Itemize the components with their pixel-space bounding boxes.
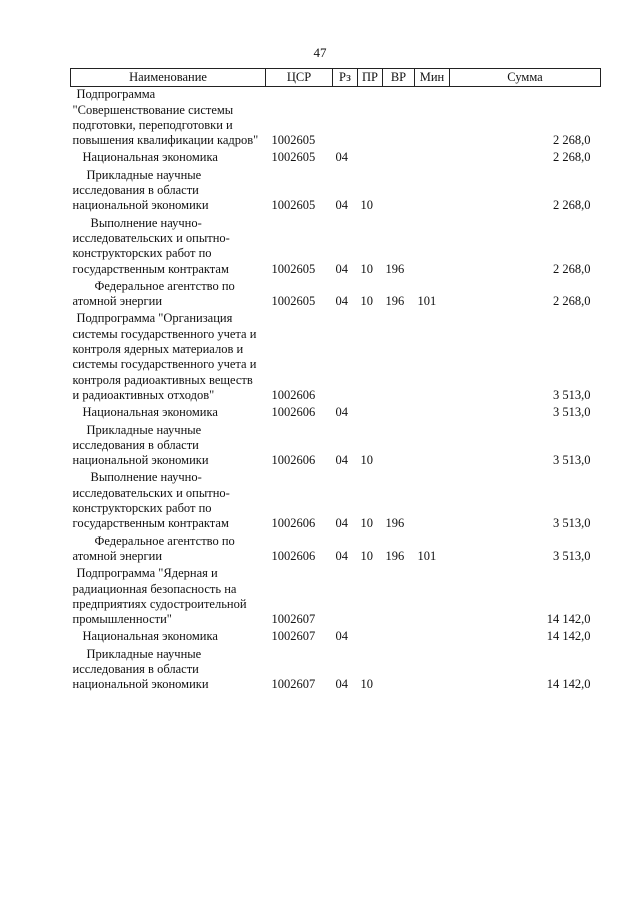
row-csr: 1002606 (271, 453, 316, 468)
row-rz: 04 (335, 453, 348, 468)
row-csr: 1002607 (271, 629, 316, 644)
row-pr (358, 87, 383, 151)
row-pr: 10 (360, 516, 373, 531)
row-pr (358, 311, 383, 405)
row-sum: 2 268,0 (553, 294, 591, 309)
row-name: Подпрограмма "Совершенствование системы подготовки, переподготовки и повышения квалификации кадров" (72, 87, 259, 148)
row-name: Выполнение научно-исследовательских и опытно-конструкторских работ по государственным контрактам (72, 470, 230, 531)
table-row (71, 279, 601, 312)
row-name: Национальная экономика (82, 629, 218, 644)
row-csr: 1002606 (271, 405, 316, 420)
table-row (71, 216, 601, 279)
row-vr: 196 (385, 548, 405, 563)
row-name: Прикладные научные исследования в области национальной экономики (72, 646, 209, 692)
row-sum: 3 513,0 (553, 453, 591, 468)
row-min (415, 629, 450, 646)
row-min (415, 87, 450, 151)
row-vr (383, 405, 415, 422)
row-pr: 10 (360, 294, 373, 309)
row-rz: 04 (335, 677, 348, 692)
row-sum: 3 513,0 (553, 548, 591, 563)
table-row (71, 423, 601, 471)
page-number: 47 (313, 45, 327, 60)
row-pr: 10 (360, 548, 373, 563)
row-name: Подпрограмма "Ядерная и радиационная безопасность на предприятиях судостроительной промышленности" (72, 566, 247, 627)
row-min (415, 150, 450, 167)
row-min (415, 168, 450, 216)
row-vr: 196 (385, 261, 405, 276)
row-csr: 1002606 (271, 387, 316, 402)
row-rz: 04 (335, 150, 348, 165)
row-name: Федеральное агентство по атомной энергии (72, 533, 235, 563)
row-sum: 2 268,0 (553, 133, 591, 148)
row-name: Прикладные научные исследования в области национальной экономики (72, 167, 209, 213)
budget-table (70, 68, 601, 695)
column-header-pr: ПР (358, 69, 383, 87)
row-sum: 14 142,0 (546, 629, 591, 644)
row-vr (383, 566, 415, 629)
row-min (415, 647, 450, 695)
row-pr (358, 629, 383, 646)
row-name: Федеральное агентство по атомной энергии (72, 278, 235, 309)
row-name: Прикладные научные исследования в области национальной экономики (72, 422, 209, 468)
row-vr: 196 (385, 516, 405, 531)
row-csr: 1002605 (271, 133, 316, 148)
row-rz (333, 311, 358, 405)
table-row (71, 311, 601, 405)
row-sum: 3 513,0 (553, 516, 591, 531)
row-rz: 04 (335, 198, 348, 213)
row-sum: 3 513,0 (553, 405, 591, 420)
row-sum: 2 268,0 (553, 150, 591, 165)
row-sum: 14 142,0 (546, 677, 591, 692)
row-csr: 1002605 (271, 198, 316, 213)
table-row (71, 566, 601, 629)
row-name: Национальная экономика (82, 405, 218, 420)
row-sum: 3 513,0 (553, 387, 591, 402)
row-rz: 04 (335, 405, 348, 420)
row-min (415, 566, 450, 629)
table-row (71, 647, 601, 695)
row-vr (383, 423, 415, 471)
row-vr (383, 647, 415, 695)
row-csr: 1002607 (271, 677, 316, 692)
row-sum: 14 142,0 (546, 612, 591, 627)
row-min: 101 (417, 548, 437, 563)
column-header-min: Мин (415, 69, 450, 87)
row-name: Выполнение научно-исследовательских и опытно-конструкторских работ по государственным контрактам (72, 215, 230, 276)
row-vr (383, 629, 415, 646)
row-csr: 1002606 (271, 516, 316, 531)
table-row (71, 405, 601, 422)
column-header-csr: ЦСР (266, 69, 333, 87)
row-vr (383, 168, 415, 216)
table-row (71, 150, 601, 167)
table-row (71, 629, 601, 646)
column-header-sum: Сумма (450, 69, 601, 87)
table-header-row (71, 69, 601, 87)
row-csr: 1002607 (271, 612, 316, 627)
row-csr: 1002605 (271, 150, 316, 165)
row-vr (383, 150, 415, 167)
column-header-name: Наименование (71, 69, 266, 87)
row-pr: 10 (360, 198, 373, 213)
table-row (71, 87, 601, 151)
row-vr (383, 311, 415, 405)
row-min (415, 423, 450, 471)
row-pr: 10 (360, 261, 373, 276)
row-rz: 04 (335, 629, 348, 644)
row-min (415, 216, 450, 279)
row-name: Национальная экономика (82, 150, 218, 165)
row-name: Подпрограмма "Организация системы государственного учета и контроля ядерных материалов и системы государственного учета и контроля радиоактивных веществ и радиоактивных отходов" (72, 311, 257, 402)
row-pr (358, 566, 383, 629)
row-rz: 04 (335, 548, 348, 563)
table-row (71, 534, 601, 567)
table-row (71, 470, 601, 533)
row-min (415, 405, 450, 422)
row-pr: 10 (360, 677, 373, 692)
row-sum: 2 268,0 (553, 261, 591, 276)
row-min: 101 (417, 294, 437, 309)
table-row (71, 168, 601, 216)
column-header-rz: Рз (333, 69, 358, 87)
column-header-vr: ВР (383, 69, 415, 87)
row-vr (383, 87, 415, 151)
row-pr (358, 150, 383, 167)
row-pr (358, 405, 383, 422)
row-csr: 1002605 (271, 261, 316, 276)
row-vr: 196 (385, 294, 405, 309)
row-csr: 1002606 (271, 548, 316, 563)
row-sum: 2 268,0 (553, 198, 591, 213)
row-rz: 04 (335, 294, 348, 309)
row-min (415, 311, 450, 405)
row-pr: 10 (360, 453, 373, 468)
row-rz (333, 87, 358, 151)
row-min (415, 470, 450, 533)
row-rz (333, 566, 358, 629)
row-csr: 1002605 (271, 294, 316, 309)
row-rz: 04 (335, 516, 348, 531)
row-rz: 04 (335, 261, 348, 276)
